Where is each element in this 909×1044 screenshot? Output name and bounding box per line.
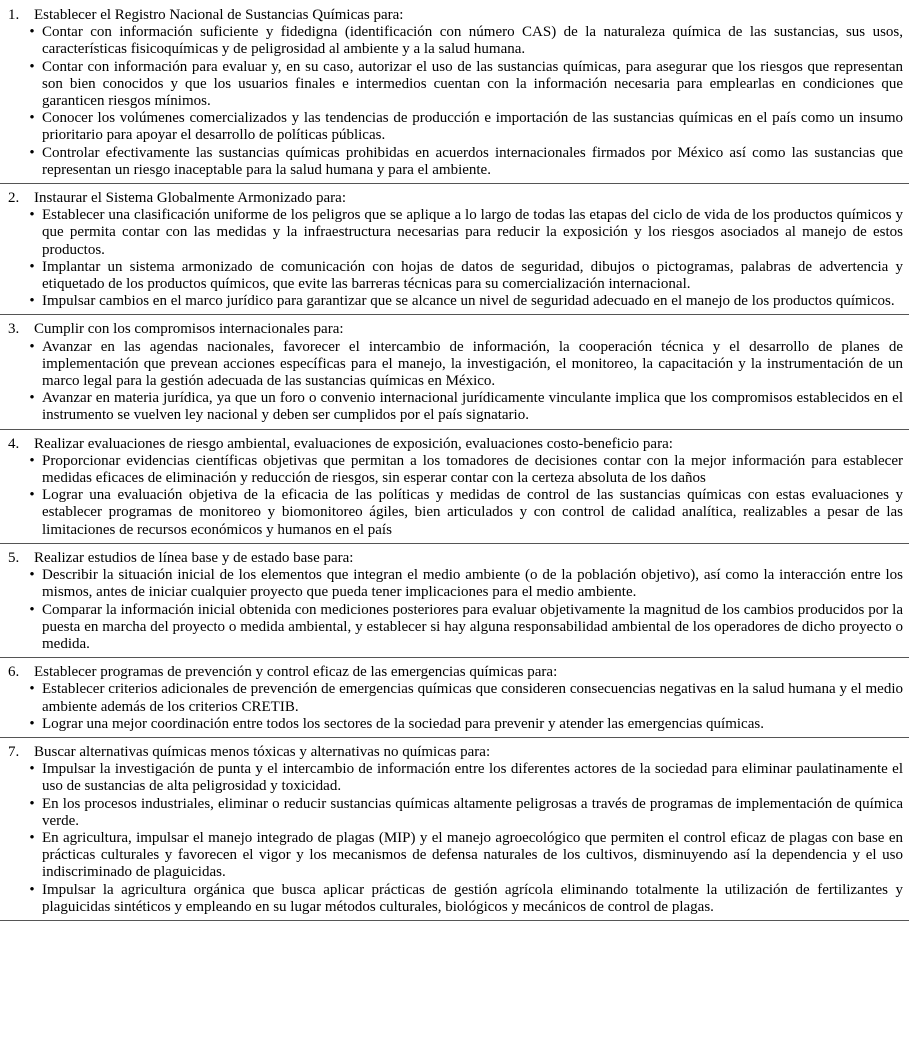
bullet-list — [8, 453, 905, 539]
objective-section — [0, 661, 909, 738]
bullet-text: Describir la situación inicial de los elementos que integran el medio ambiente (o de la población objetivo), así como la interacción entre los mismos, antes de iniciar cualquier proyecto que pueda tener implicaciones para el medio ambiente. — [42, 567, 903, 601]
section-heading — [8, 550, 905, 567]
objective-section — [0, 547, 909, 658]
bullet-list — [8, 339, 905, 425]
section-title: Instaurar el Sistema Globalmente Armonizado para: — [34, 190, 346, 207]
list-item — [8, 145, 905, 179]
section-heading — [8, 664, 905, 681]
bullet-text: Proporcionar evidencias científicas objetivas que permitan a los tomadores de decisiones contar con la mejor información para establecer medidas eficaces de eliminación y reducción de riesgos, sin esperar contar con la certeza absoluta de los daños — [42, 452, 903, 487]
bullet-list — [8, 24, 905, 179]
bullet-text: Contar con información suficiente y fidedigna (identificación con número CAS) de la naturaleza química de las sustancias, sus usos, características fisicoquímicas y de peligrosidad al ambiente y a la salud humana. — [42, 24, 903, 58]
bullet-icon: • — [29, 390, 35, 407]
section-number: 3. — [8, 321, 20, 338]
bullet-icon: • — [29, 452, 35, 469]
list-item — [8, 487, 905, 539]
bullet-icon: • — [29, 58, 35, 75]
bullet-text: Impulsar la agricultura orgánica que busca aplicar prácticas de gestión agrícola eliminando totalmente la utilización de fertilizantes y plaguicidas sintéticos y empleando en su lugar métodos culturales, biológicos y mecánicos de control de plagas. — [42, 881, 903, 915]
bullet-text: En agricultura, impulsar el manejo integrado de plagas (MIP) y el manejo agroecológico que permiten el control eficaz de plagas con base en prácticas culturales y favorecen el vigor y los mecanismos de defensa naturales de los cultivos, disminuyendo así la dependencia y el uso indiscriminado de plaguicidas. — [42, 829, 903, 881]
bullet-icon: • — [29, 881, 35, 898]
list-item — [8, 602, 905, 654]
bullet-text: Establecer una clasificación uniforme de los peligros que se aplique a lo largo de todas las etapas del ciclo de vida de los productos químicos y que permita contar con las medidas y la infraestructura necesarias para reducir la exposición y los riesgos asociados al manejo de estos productos. — [42, 207, 903, 258]
section-heading — [8, 7, 905, 24]
bullet-text: Lograr una evaluación objetiva de la eficacia de las políticas y medidas de control de las sustancias químicas con estas evaluaciones y establecer programas de monitoreo y biomonitoreo ágiles, bien articulados y con control de calidad analítica, realizables a pesar de las limitaciones de recursos económicos y humanos en el país — [42, 487, 903, 538]
list-item — [8, 339, 905, 391]
bullet-icon: • — [29, 795, 35, 812]
bullet-text: Conocer los volúmenes comercializados y las tendencias de producción e importación de las sustancias químicas en el país como un insumo prioritario para apoyar el desarrollo de políticas públicas. — [42, 110, 903, 144]
bullet-icon: • — [29, 207, 35, 224]
list-item — [8, 453, 905, 487]
bullet-text: En los procesos industriales, eliminar o reducir sustancias químicas altamente peligrosas a través de programas de implementación de química verde. — [42, 795, 903, 829]
bullet-text: Contar con información para evaluar y, en su caso, autorizar el uso de las sustancias químicas, para asegurar que los riesgos que representan son bien conocidos y que los usuarios finales e intermedios cuentan con la información necesaria para emplearlas en condiciones que garanticen riesgos mínimos. — [42, 58, 903, 110]
section-title: Cumplir con los compromisos internacionales para: — [34, 321, 344, 338]
bullet-text: Avanzar en las agendas nacionales, favorecer el intercambio de información, la cooperación técnica y el desarrollo de planes de implementación que prevean acciones específicas para el manejo, la investigación, el monitoreo, la capacitación y la instrumentación de un marco legal para la gestión adecuada de las sustancias químicas en México. — [42, 338, 903, 390]
bullet-icon: • — [29, 24, 35, 41]
section-heading — [8, 190, 905, 207]
bullet-icon: • — [29, 681, 35, 698]
list-item — [8, 681, 905, 715]
list-item — [8, 207, 905, 259]
bullet-text: Establecer criterios adicionales de prevención de emergencias químicas que consideren consecuencias negativas en la salud humana y el medio ambiente además de los criterios CRETIB. — [42, 681, 903, 715]
bullet-icon: • — [29, 829, 35, 846]
section-title: Realizar evaluaciones de riesgo ambiental, evaluaciones de exposición, evaluaciones costo-beneficio para: — [34, 435, 673, 452]
list-item — [8, 110, 905, 144]
list-item — [8, 716, 905, 733]
bullet-icon: • — [29, 567, 35, 584]
bullet-icon: • — [29, 761, 35, 778]
list-item — [8, 567, 905, 601]
bullet-list — [8, 207, 905, 310]
bullet-text: Implantar un sistema armonizado de comunicación con hojas de datos de seguridad, dibujos o pictogramas, palabras de advertencia y etiquetado de los productos químicos, que evite las barreras técnicas para su comercialización internacional. — [42, 258, 903, 293]
bullet-icon: • — [29, 258, 35, 275]
bullet-text: Avanzar en materia jurídica, ya que un foro o convenio internacional jurídicamente vinculante implica que los compromisos establecidos en el instrumento se vuelven ley nacional y deben ser cumplidos por el país signatario. — [42, 390, 903, 424]
section-heading — [8, 744, 905, 761]
section-heading — [8, 321, 905, 338]
list-item — [8, 761, 905, 795]
objective-section — [0, 741, 909, 921]
list-item — [8, 293, 905, 310]
section-title: Realizar estudios de línea base y de estado base para: — [34, 549, 354, 566]
bullet-text: Controlar efectivamente las sustancias químicas prohibidas en acuerdos internacionales firmados por México así como las sustancias que representan un riesgo inaceptable para la salud humana y para el ambiente. — [42, 144, 903, 178]
list-item — [8, 390, 905, 424]
bullet-text: Lograr una mejor coordinación entre todos los sectores de la sociedad para prevenir y atender las emergencias químicas. — [42, 715, 764, 732]
bullet-icon: • — [29, 293, 35, 310]
bullet-text: Comparar la información inicial obtenida con mediciones posteriores para evaluar objetivamente la magnitud de los cambios producidos por la puesta en marcha del proyecto o medida ambiental, y establecer si hay alguna responsabilidad ambiental de los operadores de dicho proyecto o medida. — [42, 601, 903, 652]
bullet-icon: • — [29, 144, 35, 161]
list-item — [8, 259, 905, 293]
list-item — [8, 796, 905, 830]
section-number: 7. — [8, 743, 20, 760]
section-number: 1. — [8, 7, 20, 23]
section-number: 4. — [8, 435, 20, 452]
bullet-list — [8, 681, 905, 733]
list-item — [8, 59, 905, 111]
bullet-text: Impulsar la investigación de punta y el intercambio de información entre los diferentes actores de la sociedad para eliminar paulatinamente el uso de sustancias de alta peligrosidad y toxicidad. — [42, 761, 903, 795]
section-title: Establecer el Registro Nacional de Sustancias Químicas para: — [34, 7, 404, 23]
bullet-icon: • — [29, 715, 35, 732]
bullet-icon: • — [29, 110, 35, 127]
section-title: Buscar alternativas químicas menos tóxicas y alternativas no químicas para: — [34, 743, 491, 760]
section-title: Establecer programas de prevención y control eficaz de las emergencias químicas para: — [34, 664, 558, 681]
list-item — [8, 830, 905, 882]
objective-section — [0, 4, 909, 184]
section-number: 2. — [8, 190, 20, 207]
section-number: 6. — [8, 664, 20, 681]
bullet-icon: • — [29, 338, 35, 355]
objective-section — [0, 433, 909, 544]
objective-section — [0, 187, 909, 315]
bullet-text: Impulsar cambios en el marco jurídico para garantizar que se alcance un nivel de seguridad adecuado en el manejo de los productos químicos. — [42, 293, 895, 310]
bullet-icon: • — [29, 601, 35, 618]
list-item — [8, 24, 905, 58]
section-number: 5. — [8, 549, 20, 566]
bullet-icon: • — [29, 487, 35, 504]
section-heading — [8, 436, 905, 453]
objective-section — [0, 318, 909, 429]
bullet-list — [8, 567, 905, 653]
bullet-list — [8, 761, 905, 916]
list-item — [8, 882, 905, 916]
